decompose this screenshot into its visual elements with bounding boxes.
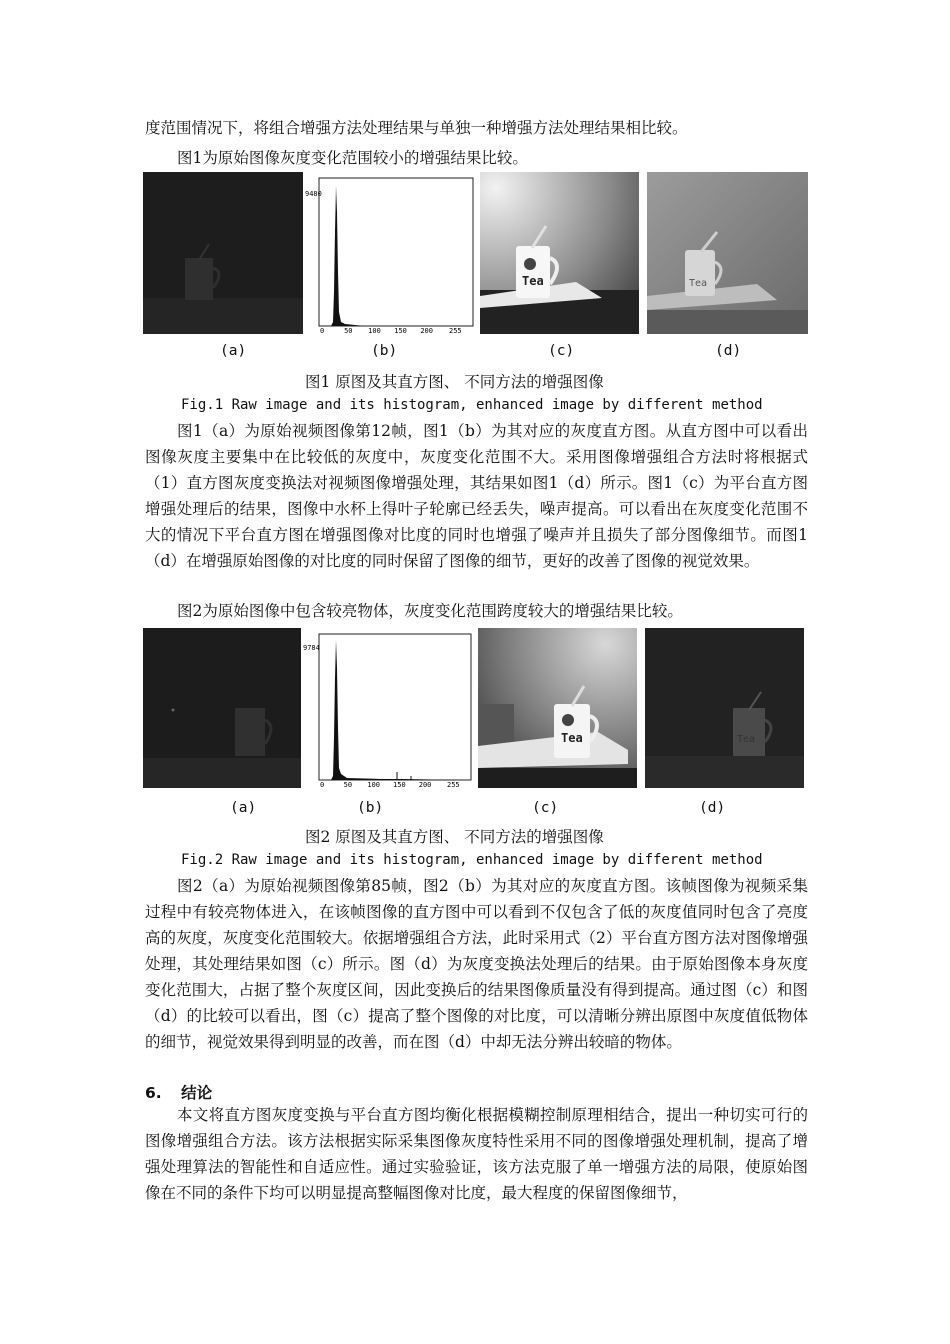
fig1-histogram (305, 172, 477, 334)
section-number: 6. (145, 1084, 162, 1102)
fig1-image-c-drawing (480, 172, 639, 334)
hist-tick-label: 50 (344, 327, 353, 334)
fig1-hist-ticks (320, 327, 462, 334)
fig2-image-a-drawing (143, 628, 301, 788)
fig1-sublabel-d: (d) (715, 343, 742, 359)
fig1-sublabel-a: (a) (220, 343, 247, 359)
fig1-image-d-drawing (647, 172, 808, 334)
fig2-caption-en: Fig.2 Raw image and its histogram, enhanced image by different method (181, 852, 763, 868)
fig1-c-cup-text: Tea (522, 274, 544, 288)
hist-tick-label: 150 (393, 781, 406, 788)
fig2-image-d-drawing (645, 628, 804, 788)
fig2-image-c-drawing (478, 628, 637, 788)
fig2-image-a (143, 628, 301, 788)
paragraph-1: 图1（a）为原始视频图像第12帧，图1（b）为其对应的灰度直方图。从直方图中可以看出图像灰度主要集中在比较低的灰度中，灰度变化范围不大。采用图像增强组合方法时将根据式（1）直方图灰度变换法对视频图像增强处理，其结果如图1（d）所示。图1（c）为平台直方图增强处理后的结果，图像中水杯上得叶子轮廓已经丢失，噪声提高。可以看出在灰度变化范围不大的情况下平台直方图在增强图像对比度的同时也增强了噪声并且损失了部分图像细节。而图1（d）在增强原始图像的对比度的同时保留了图像的细节，更好的改善了图像的视觉效果。 (145, 422, 808, 570)
fig1-sublabel-b: (b) (371, 343, 398, 359)
fig2-image-d (645, 628, 804, 788)
fig2-hist-ticks (320, 781, 460, 788)
hist-tick-label: 50 (343, 781, 353, 788)
fig2-histogram-plot (303, 628, 475, 788)
fig1-sublabel-c: (c) (548, 343, 575, 359)
hist-tick-label: 150 (394, 327, 407, 334)
section-title: 结论 (181, 1084, 213, 1102)
fig2-sublabel-b: (b) (357, 800, 384, 816)
fig1-image-c (480, 172, 639, 334)
fig2-sublabel-c: (c) (532, 800, 559, 816)
fig1-image-a-drawing (143, 172, 303, 334)
fig2-c-cup-text: Tea (561, 731, 583, 745)
hist-tick-label: 100 (368, 327, 381, 334)
paragraph-3: 本文将直方图灰度变换与平台直方图均衡化根据模糊控制原理相结合，提出一种切实可行的图像增强组合方法。该方法根据实际采集图像灰度特性采用不同的图像增强处理机制，提高了增强处理算法的智能性和自适应性。通过实验验证，该方法克服了单一增强方法的局限，使原始图像在不同的条件下均可以明显提高整幅图像对比度，最大程度的保留图像细节， (145, 1106, 808, 1202)
hist-tick-label: 100 (367, 781, 381, 788)
fig2-sublabel-a: (a) (230, 800, 257, 816)
fig2-sublabel-d: (d) (699, 800, 726, 816)
fig1-caption-en: Fig.1 Raw image and its histogram, enhanced image by different method (181, 397, 763, 413)
section-heading (145, 1081, 212, 1103)
paragraph-2: 图2（a）为原始视频图像第85帧，图2（b）为其对应的灰度直方图。该帧图像为视频采集过程中有较亮物体进入，在该帧图像的直方图中可以看到不仅包含了低的灰度值同时包含了亮度高的灰度，灰度变化范围较大。依据增强组合方法，此时采用式（2）平台直方图方法对图像增强处理，其处理结果如图（c）所示。图（d）为灰度变换法处理后的结果。由于原始图像本身灰度变化范围大，占据了整个灰度区间，因此变换后的结果图像质量没有得到提高。通过图（c）和图（d）的比较可以看出，图（c）提高了整个图像的对比度，可以清晰分辨出原图中灰度值低物体的细节，视觉效果得到明显的改善，而在图（d）中却无法分辨出较暗的物体。 (145, 877, 808, 1051)
hist-tick-label: 255 (449, 327, 462, 334)
fig1-d-cup-text: Tea (689, 278, 708, 289)
fig2-d-cup-text: Tea (737, 734, 756, 745)
hist-tick-label: 0 (320, 781, 325, 788)
fig2-caption-zh: 图2 原图及其直方图、 不同方法的增强图像 (305, 828, 604, 846)
fig1-caption-zh: 图1 原图及其直方图、 不同方法的增强图像 (305, 373, 604, 391)
fig1-histogram-plot (305, 172, 477, 334)
intro-line-2: 图1为原始图像灰度变化范围较小的增强结果比较。 (177, 149, 528, 167)
hist-tick-label: 200 (418, 781, 432, 788)
fig2-histogram (303, 628, 475, 788)
hist-tick-label: 200 (420, 327, 433, 334)
hist-tick-label: 255 (447, 781, 460, 788)
intro-line-1: 度范围情况下，将组合增强方法处理结果与单独一种增强方法处理结果相比较。 (145, 119, 688, 137)
fig1-image-d (647, 172, 808, 334)
fig2-image-c (478, 628, 637, 788)
paragraph-2-intro: 图2为原始图像中包含较亮物体，灰度变化范围跨度较大的增强结果比较。 (177, 602, 683, 620)
fig2-hist-peak-label: 9784 (303, 644, 320, 652)
hist-tick-label: 0 (320, 327, 325, 334)
fig1-image-a (143, 172, 303, 334)
fig1-hist-peak-label: 9480 (305, 190, 322, 198)
